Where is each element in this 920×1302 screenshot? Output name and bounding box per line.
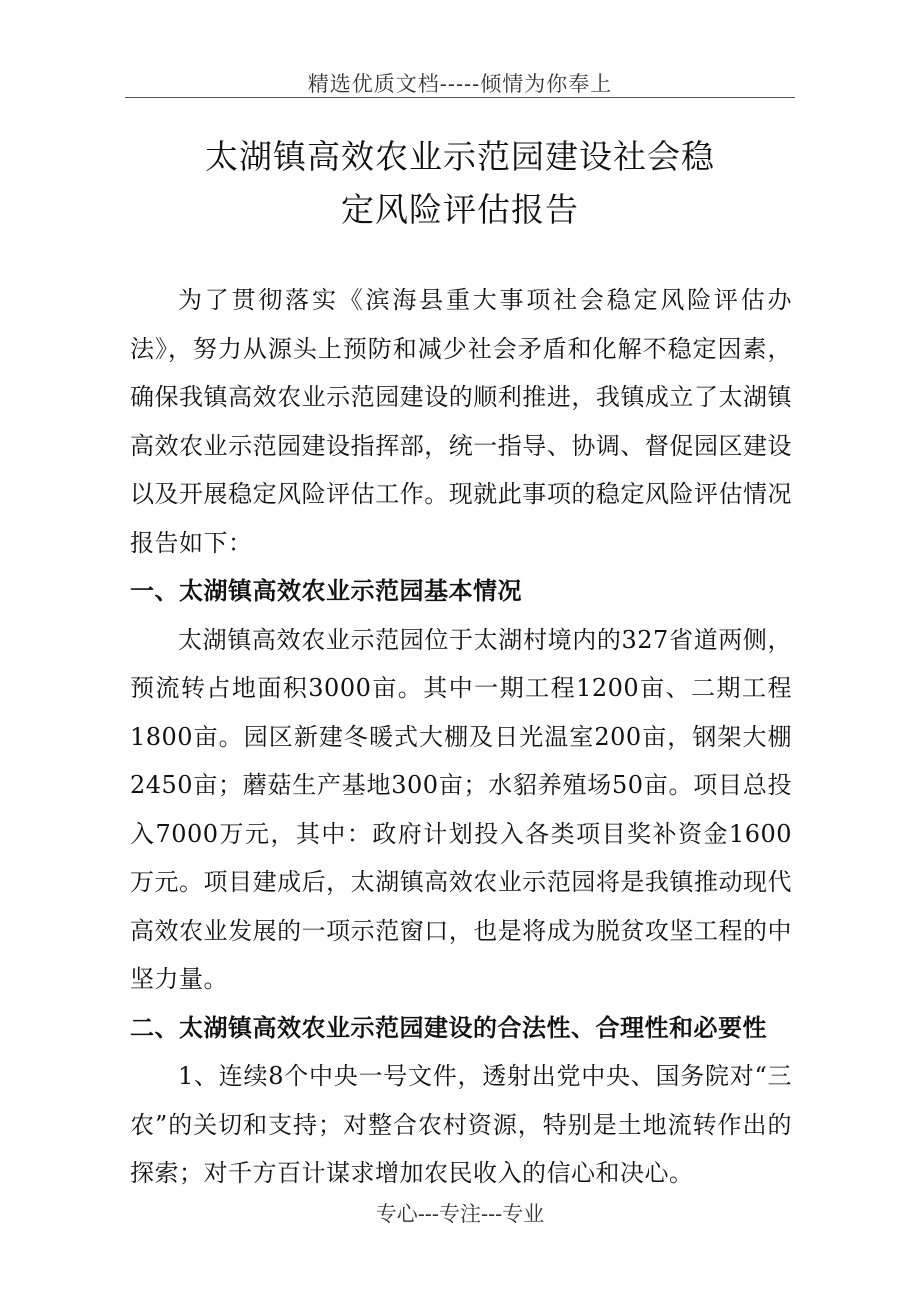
document-title <box>125 130 795 236</box>
section-2-paragraph-1: 1、连续8个中央一号文件，透射出党中央、国务院对“三农”的关切和支持；对整合农村资源，特别是土地流转作出的探索；对千方百计谋求增加农民收入的信心和决心。 <box>130 1062 792 1187</box>
title-line-2: 定风险评估报告 <box>341 190 579 229</box>
title-line-1: 太湖镇高效农业示范园建设社会稳 <box>205 137 715 176</box>
section-1-paragraph: 太湖镇高效农业示范园位于太湖村境内的327省道两侧，预流转占地面积3000亩。其中一期工程1200亩、二期工程1800亩。园区新建冬暖式大棚及日光温室200亩，钢架大棚2450亩；蘑菇生产基地300亩；水貂养殖场50亩。项目总投入7000万元，其中：政府计划投入各类项目奖补资金1600万元。项目建成后，太湖镇高效农业示范园将是我镇推动现代高效农业发展的一项示范窗口，也是将成为脱贫攻坚工程的中坚力量。 <box>130 625 792 993</box>
document-body <box>130 276 792 1198</box>
intro-paragraph: 为了贯彻落实《滨海县重大事项社会稳定风险评估办法》，努力从源头上预防和减少社会矛盾和化解不稳定因素，确保我镇高效农业示范园建设的顺利推进，我镇成立了太湖镇高效农业示范园建设指挥部，统一指导、协调、督促园区建设以及开展稳定风险评估工作。现就此事项的稳定风险评估情况报告如下： <box>130 286 792 557</box>
page-header: 精选优质文档-----倾情为你奉上 <box>307 72 613 96</box>
header-divider <box>125 97 795 98</box>
section-2-heading: 二、太湖镇高效农业示范园建设的合法性、合理性和必要性 <box>130 1012 767 1042</box>
section-1-heading: 一、太湖镇高效农业示范园基本情况 <box>130 576 522 605</box>
page-footer: 专心---专注---专业 <box>375 1202 545 1226</box>
